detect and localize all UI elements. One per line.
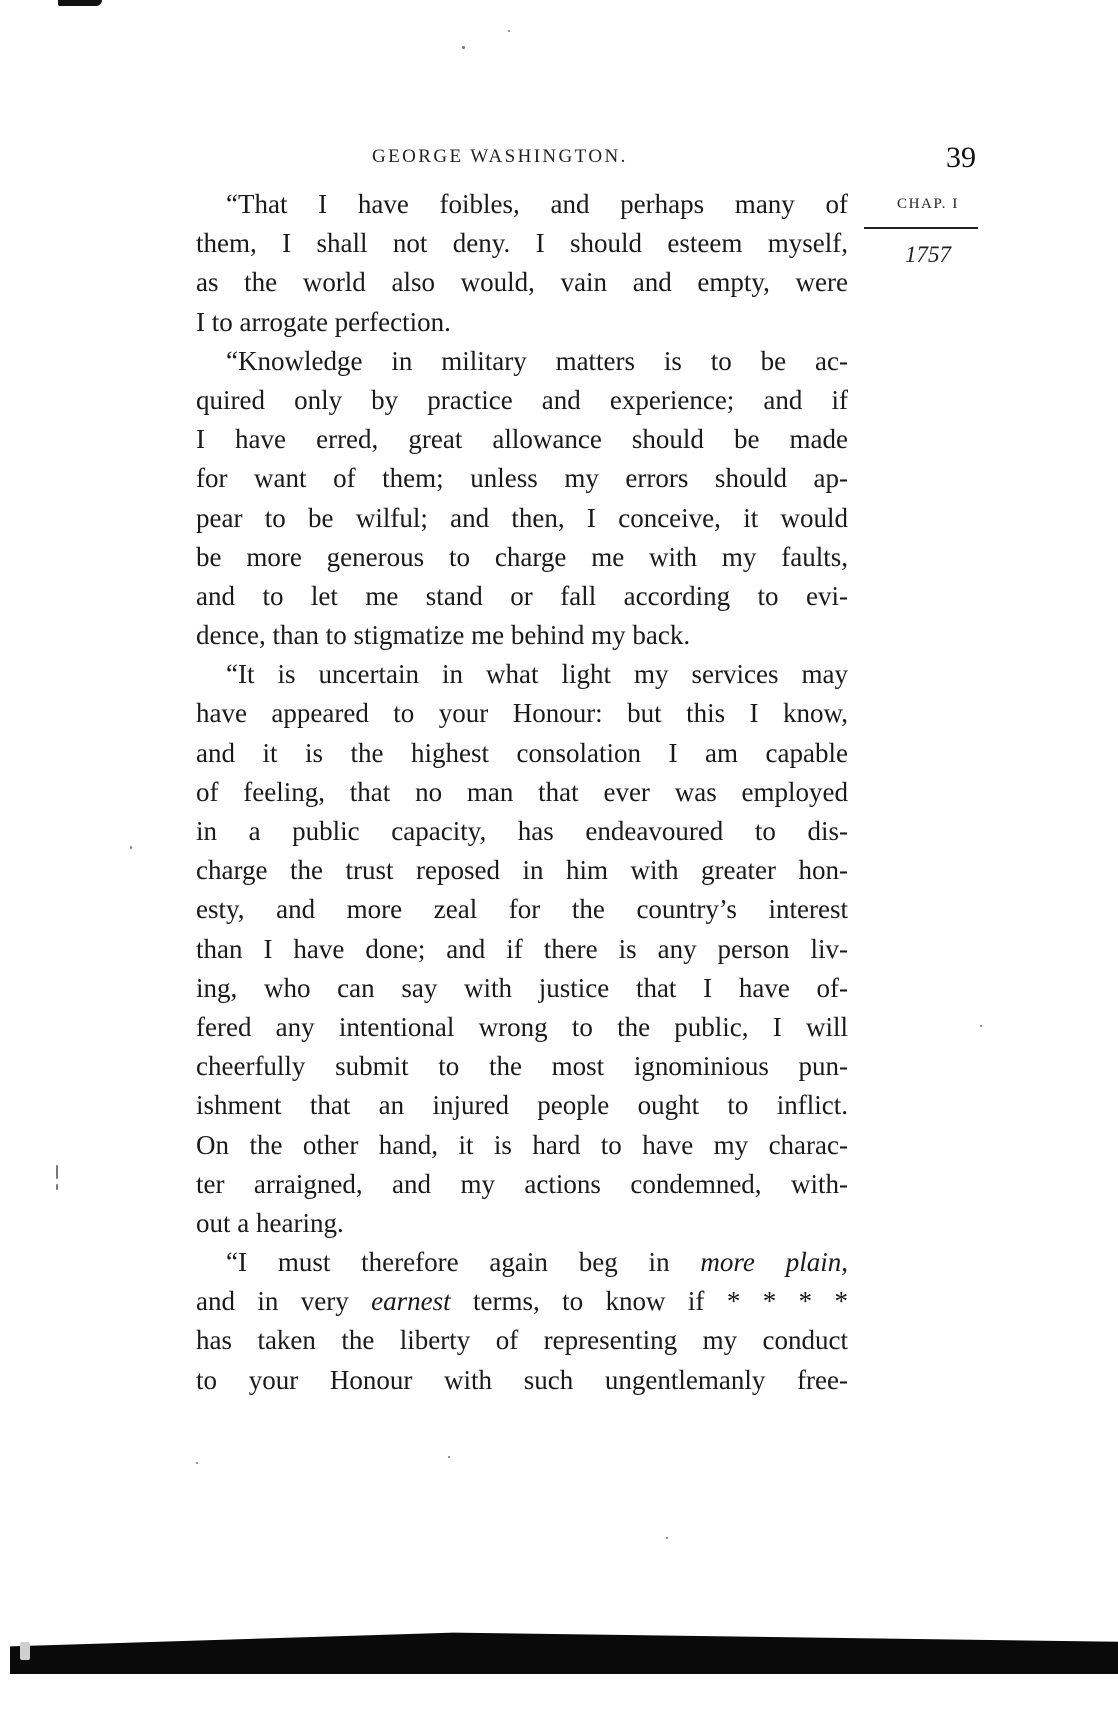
scan-speck: [196, 1462, 198, 1464]
text-line: out a hearing.: [196, 1207, 344, 1238]
text-line: “Knowledge in military matters is to be ac-: [226, 345, 848, 376]
text-line: of feeling, that no man that ever was employed: [196, 776, 848, 807]
text-run: and in very: [196, 1286, 372, 1317]
scan-edge-glint: [20, 1642, 30, 1660]
text-run: ,: [841, 1247, 848, 1278]
text-line: than I have done; and if there is any person liv-: [196, 933, 848, 964]
text-line: esty, and more zeal for the country’s interest: [196, 894, 848, 925]
text-line: [196, 1282, 848, 1321]
scan-speck: [666, 1537, 668, 1539]
body-text: [196, 185, 848, 1400]
text-run: terms, to know if * * * *: [450, 1286, 848, 1317]
text-line: dence, than to stigmatize me behind my back.: [196, 620, 691, 651]
text-line: [196, 1243, 848, 1282]
text-line: them, I shall not deny. I should esteem myself,: [196, 228, 848, 259]
text-line: be more generous to charge me with my faults,: [196, 541, 848, 572]
text-line: charge the trust reposed in him with greater hon-: [196, 855, 848, 886]
text-line: has taken the liberty of representing my conduct: [196, 1325, 848, 1356]
text-line: ter arraigned, and my actions condemned, with-: [196, 1168, 848, 1199]
text-line: to your Honour with such ungentlemanly free-: [196, 1364, 848, 1395]
scan-speck: [462, 46, 465, 49]
italic-run: earnest: [371, 1286, 451, 1317]
scan-bottom-shadow: [10, 1628, 1118, 1674]
page-number: 39: [946, 141, 976, 174]
scan-edge-mark: [58, 0, 102, 6]
scan-speck: [56, 1184, 58, 1190]
text-line: and to let me stand or fall according to evi-: [196, 580, 848, 611]
text-line: in a public capacity, has endeavoured to dis-: [196, 816, 848, 846]
text-line: ing, who can say with justice that I have of-: [196, 972, 848, 1003]
scan-speck: [56, 1165, 58, 1179]
scan-speck: [980, 1025, 982, 1027]
scan-speck: [508, 30, 510, 32]
text-line: pear to be wilful; and then, I conceive, it would: [196, 502, 848, 533]
text-line: On the other hand, it is hard to have my charac-: [196, 1129, 848, 1160]
text-line: fered any intentional wrong to the public, I will: [196, 1011, 848, 1042]
text-line: and it is the highest consolation I am capable: [196, 737, 848, 768]
scan-speck: [130, 846, 132, 849]
text-line: cheerfully submit to the most ignominious pun-: [196, 1051, 848, 1082]
margin-chapter-note: CHAP. I: [896, 196, 960, 212]
text-line: quired only by practice and experience; and if: [196, 384, 848, 415]
text-run: “I must therefore again beg in: [226, 1247, 701, 1278]
running-head: GEORGE WASHINGTON.: [372, 146, 628, 167]
text-line: I to arrogate perfection.: [196, 306, 451, 337]
text-line: for want of them; unless my errors should ap-: [196, 463, 848, 494]
italic-run: more plain: [700, 1247, 842, 1278]
text-line: have appeared to your Honour: but this I know,: [196, 698, 848, 729]
text-line: ishment that an injured people ought to inflict.: [196, 1090, 848, 1121]
text-line: “It is uncertain in what light my services may: [226, 659, 848, 690]
margin-year-note: 1757: [905, 242, 951, 267]
text-line: I have erred, great allowance should be made: [196, 424, 848, 455]
scan-speck: [448, 1456, 450, 1458]
text-line: “That I have foibles, and perhaps many of: [226, 189, 848, 219]
text-line: as the world also would, vain and empty, were: [196, 267, 848, 298]
margin-rule: [864, 227, 978, 229]
